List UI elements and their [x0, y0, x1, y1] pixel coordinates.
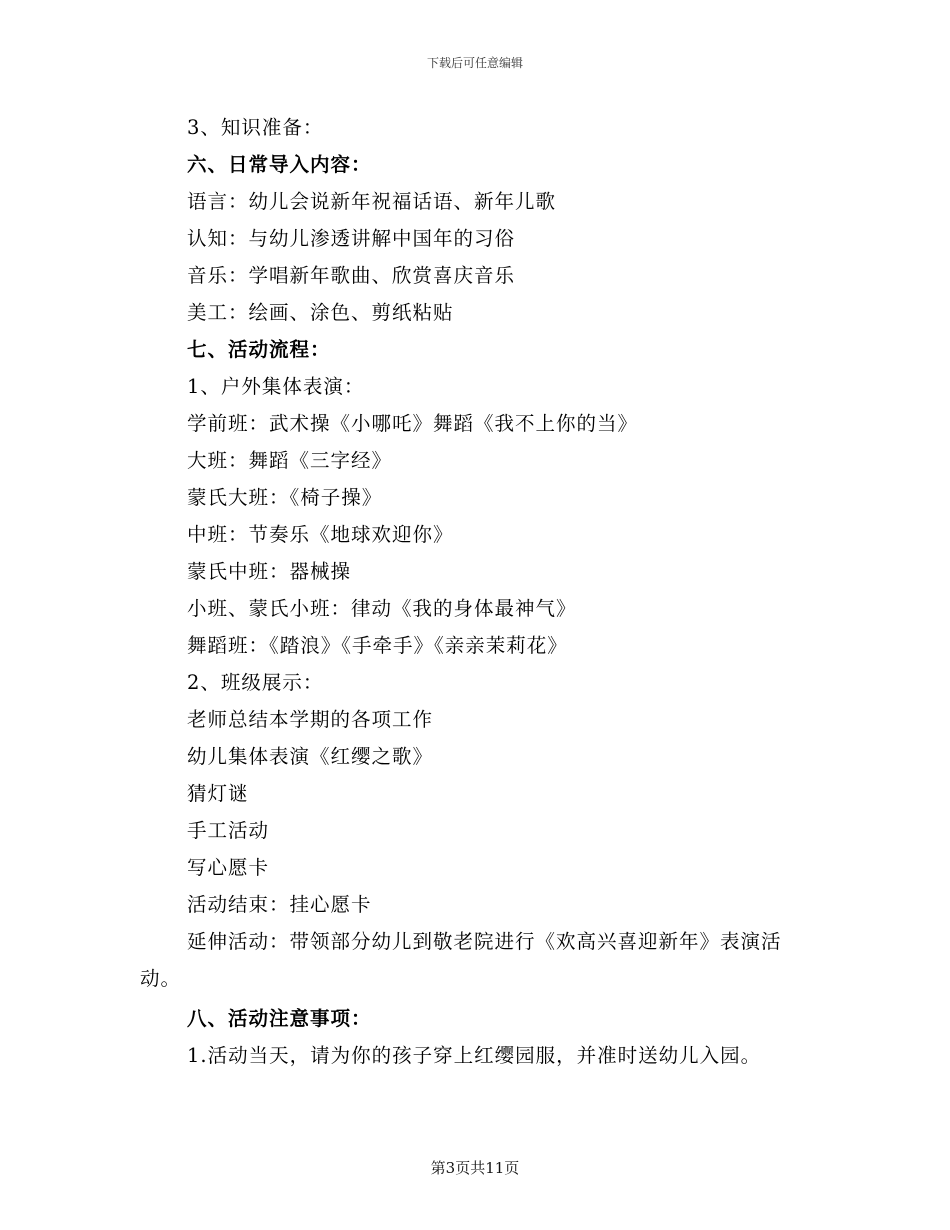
- art-line: 美工：绘画、涂色、剪纸粘贴: [187, 301, 454, 324]
- montessori-big-class-line: 蒙氏大班：《椅子操》: [187, 486, 383, 509]
- page-header-note: 下载后可任意编辑: [426, 56, 523, 70]
- preschool-class-line: 学前班：武术操《小哪吒》舞蹈《我不上你的当》: [187, 412, 639, 435]
- document-body: [140, 109, 810, 1074]
- children-performance-line: 幼儿集体表演《红缨之歌》: [187, 745, 434, 768]
- cognition-line: 认知：与幼儿渗透讲解中国年的习俗: [187, 227, 516, 250]
- page-footer-number: 第3页共11页: [430, 1159, 520, 1177]
- knowledge-prep-line: 3、知识准备：: [187, 116, 324, 139]
- note-1-line: 1.活动当天，请为你的孩子穿上红缨园服，并准时送幼儿入园。: [187, 1044, 762, 1067]
- activity-end-line: 活动结束：挂心愿卡: [187, 893, 372, 916]
- montessori-middle-class-line: 蒙氏中班：器械操: [187, 560, 352, 583]
- wish-card-line: 写心愿卡: [187, 856, 270, 879]
- music-line: 音乐：学唱新年歌曲、欣赏喜庆音乐: [187, 264, 516, 287]
- class-show-line: 2、班级展示：: [187, 671, 324, 694]
- small-class-line: 小班、蒙氏小班：律动《我的身体最神气》: [187, 597, 577, 620]
- section-heading-8: 八、活动注意事项：: [187, 1007, 372, 1030]
- lantern-riddles-line: 猜灯谜: [187, 782, 249, 805]
- handcraft-line: 手工活动: [187, 819, 270, 842]
- section-heading-7: 七、活动流程：: [187, 338, 331, 361]
- teacher-summary-line: 老师总结本学期的各项工作: [187, 708, 434, 731]
- middle-class-line: 中班：节奏乐《地球欢迎你》: [187, 523, 454, 546]
- language-line: 语言：幼儿会说新年祝福话语、新年儿歌: [187, 190, 557, 213]
- big-class-line: 大班：舞蹈《三字经》: [187, 449, 393, 472]
- extension-activity-paragraph: 延伸活动：带领部分幼儿到敬老院进行《欢高兴喜迎新年》表演活动。: [140, 930, 782, 990]
- dance-class-line: 舞蹈班：《踏浪》《手牵手》《亲亲茉莉花》: [187, 634, 568, 657]
- outdoor-performance-line: 1、户外集体表演：: [187, 375, 365, 398]
- section-heading-6: 六、日常导入内容：: [187, 153, 372, 176]
